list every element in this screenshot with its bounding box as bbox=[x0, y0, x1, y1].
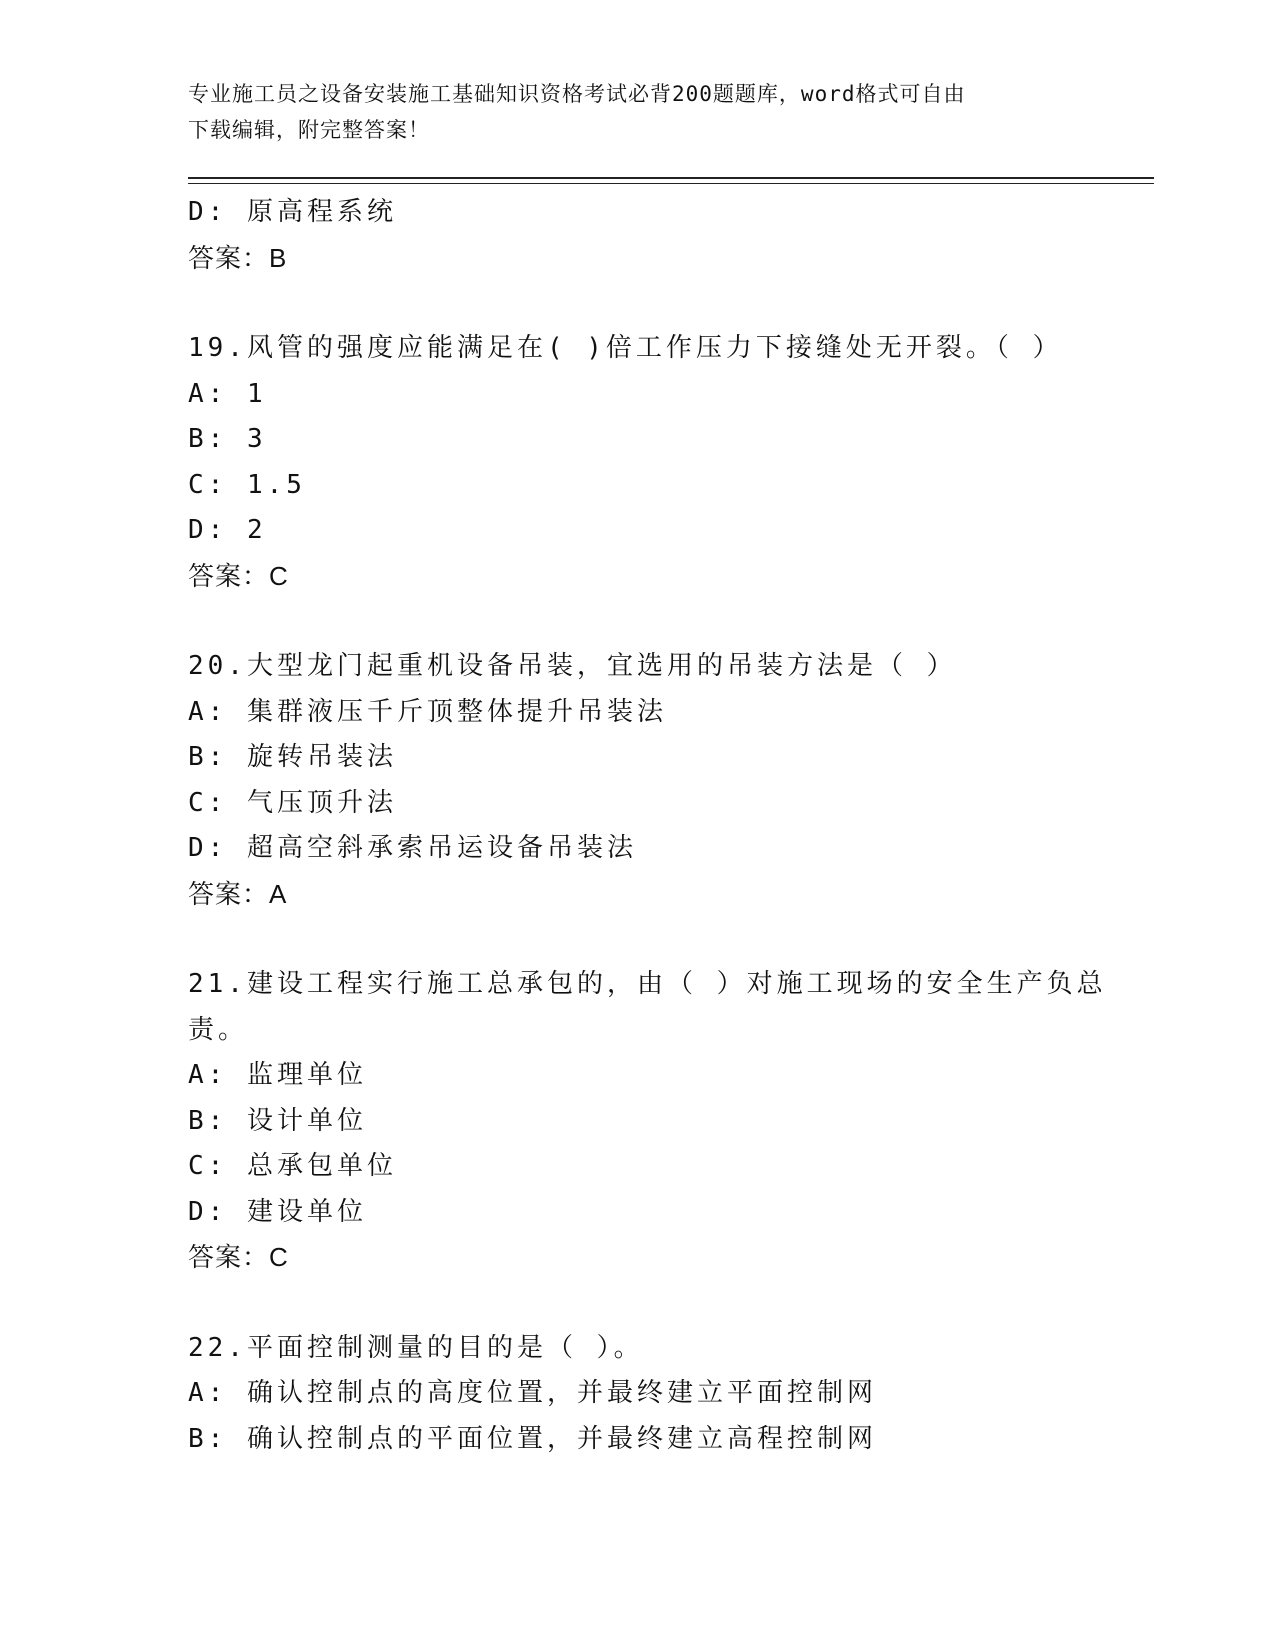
spacer bbox=[188, 917, 1088, 962]
question-stem-line-2: 责。 bbox=[188, 1014, 249, 1045]
option-a: A: 确认控制点的高度位置，并最终建立平面控制网 bbox=[188, 1378, 877, 1408]
document-header bbox=[188, 76, 1088, 148]
question-21 bbox=[188, 962, 1107, 1281]
spacer bbox=[188, 1281, 1088, 1326]
answer-line: 答案：A bbox=[188, 878, 288, 909]
option-a: A: 监理单位 bbox=[188, 1060, 367, 1090]
option-c: C: 1.5 bbox=[188, 469, 306, 500]
question-stem: 19.风管的强度应能满足在( )倍工作压力下接缝处无开裂。（ ） bbox=[188, 333, 1063, 363]
question-20 bbox=[188, 644, 1088, 917]
header-rule-thin bbox=[188, 183, 1154, 184]
question-stem-line-1: 21.建设工程实行施工总承包的，由（ ）对施工现场的安全生产负总 bbox=[188, 969, 1107, 999]
answer-line: 答案：C bbox=[188, 560, 289, 591]
option-c: C: 气压顶升法 bbox=[188, 787, 397, 818]
spacer bbox=[188, 281, 1088, 326]
header-line-2: 下载编辑，附完整答案！ bbox=[188, 118, 430, 142]
header-line-1: 专业施工员之设备安装施工基础知识资格考试必背200题题库，word格式可自由 bbox=[188, 82, 966, 106]
option-d: D: 2 bbox=[188, 515, 267, 545]
option-b: B: 旋转吊装法 bbox=[188, 742, 397, 772]
question-stem: 22.平面控制测量的目的是（ ）。 bbox=[188, 1332, 644, 1363]
prev-option-d: D: 原高程系统 bbox=[188, 197, 397, 227]
question-list bbox=[188, 190, 1107, 1462]
option-b: B: 确认控制点的平面位置，并最终建立高程控制网 bbox=[188, 1423, 877, 1454]
question-stem: 20.大型龙门起重机设备吊装，宜选用的吊装方法是（ ） bbox=[188, 651, 957, 681]
prev-answer: 答案：B bbox=[188, 242, 288, 273]
option-d: D: 建设单位 bbox=[188, 1196, 367, 1227]
option-b: B: 设计单位 bbox=[188, 1105, 367, 1136]
answer-line: 答案：C bbox=[188, 1242, 289, 1272]
option-b: B: 3 bbox=[188, 424, 267, 454]
question-19 bbox=[188, 326, 1088, 599]
question-22 bbox=[188, 1326, 1088, 1463]
option-a: A: 集群液压千斤顶整体提升吊装法 bbox=[188, 696, 667, 727]
option-d: D: 超高空斜承索吊运设备吊装法 bbox=[188, 833, 637, 863]
header-rule-thick bbox=[188, 177, 1154, 179]
spacer bbox=[188, 599, 1088, 644]
option-c: C: 总承包单位 bbox=[188, 1151, 397, 1181]
option-a: A: 1 bbox=[188, 378, 267, 409]
